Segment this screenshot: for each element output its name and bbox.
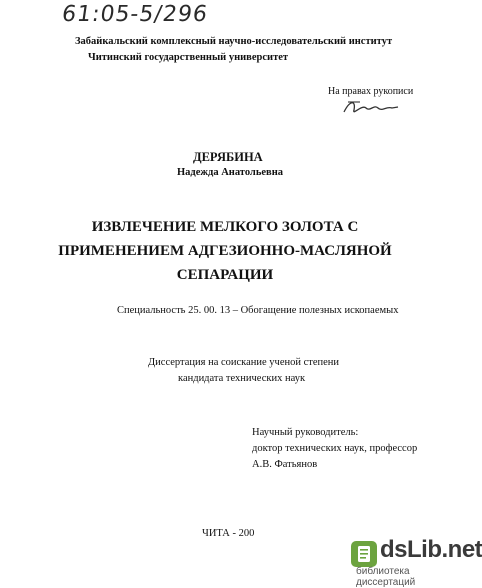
university-name: Читинский государственный университет (88, 52, 289, 63)
title-line-2: ПРИМЕНЕНИЕМ АДГЕЗИОННО-МАСЛЯНОЙ (58, 243, 392, 259)
degree-line-1: Диссертация на соискание ученой степени (148, 357, 340, 368)
author-given-names: Надежда Анатольевна (177, 167, 284, 178)
title-line-3: СЕПАРАЦИИ (176, 267, 274, 283)
title-line-1: ИЗВЛЕЧЕНИЕ МЕЛКОГО ЗОЛОТА С (91, 219, 359, 235)
handwritten-archive-code: 61:05-5/296 (60, 2, 210, 27)
place-year: ЧИТА - 200 (202, 528, 255, 539)
watermark-brand: dsLib.net (380, 536, 482, 563)
institute-name: Забайкальский комплексный научно-исследовательский институт (75, 36, 393, 47)
supervisor-label: Научный руководитель: (252, 427, 359, 438)
supervisor-name: А.В. Фатьянов (252, 459, 318, 470)
rights-note: На правах рукописи (328, 86, 414, 97)
watermark-tagline: библиотека диссертаций (356, 566, 416, 588)
supervisor-rank: доктор технических наук, профессор (252, 443, 418, 454)
degree-line-2: кандидата технических наук (178, 373, 306, 384)
specialty-line: Специальность 25. 00. 13 – Обогащение полезных ископаемых (117, 305, 399, 316)
handwritten-signature (340, 96, 400, 118)
author-surname: ДЕРЯБИНА (193, 150, 263, 164)
